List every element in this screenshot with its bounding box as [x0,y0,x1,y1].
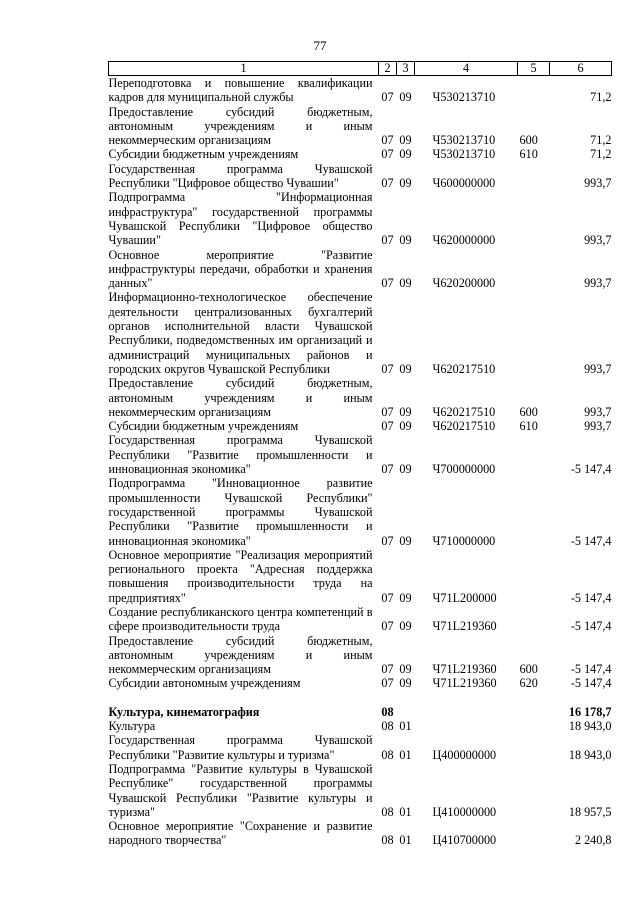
row-expense-type [518,733,550,762]
page-number: 77 [313,38,327,53]
row-amount: 993,7 [584,233,612,248]
row-subsection: 01 [399,804,412,819]
row-expense-type [518,476,550,547]
row-section: 07 [381,404,394,419]
row-name: Государственная программа Чувашской Республики "Развитие культуры и туризма" [108,733,373,762]
row-subsection: 09 [399,619,412,634]
row-amount: 71,2 [590,147,612,162]
row-name [109,691,379,705]
row-target-code: Ч530213710 [432,147,496,162]
row-target-code: Ч620217510 [432,361,496,376]
row-subsection: 09 [399,404,412,419]
row-section: 07 [381,619,394,634]
row-subsection [397,705,415,719]
row-name: Основное мероприятие "Реализация мероприятий регионального проекта "Адресная поддержка повышения производительности труда на предприятиях" [108,547,373,605]
table-row [109,476,612,547]
row-target-code: Ч71L200000 [432,590,497,605]
table-row [109,548,612,605]
row-amount: 18 957,5 [568,804,612,819]
row-expense-type [518,819,550,848]
row-amount: -5 147,4 [570,590,612,605]
table-row [109,676,612,690]
header-cell: 5 [518,62,550,76]
table-row [109,190,612,247]
row-section: 07 [381,233,394,248]
row-amount: 2 240,8 [574,833,612,848]
row-section: 07 [381,90,394,105]
row-subsection: 01 [399,747,412,762]
row-expense-type: 600 [519,404,538,419]
row-name: Подпрограмма "Развитие культуры в Чувашской Республике" государственной программы Чувашской Республики "Развитие культуры и туризма" [108,761,373,819]
row-name: Государственная программа Чувашской Республики "Цифровое общество Чувашии" [108,161,373,191]
row-expense-type [518,162,550,191]
table-row [109,162,612,191]
row-target-code: Ч530213710 [432,133,496,148]
row-expense-type [518,719,550,733]
table-row [109,733,612,762]
row-subsection: 09 [399,233,412,248]
row-section: 07 [381,419,394,434]
row-section: 07 [381,176,394,191]
row-amount: 993,7 [584,404,612,419]
row-target-code: Ч700000000 [432,462,496,477]
row-expense-type [518,433,550,476]
row-amount: -5 147,4 [570,533,612,548]
row-section: 07 [381,147,394,162]
header-row [109,62,612,76]
row-name: Подпрограмма "Инновационное развитие промышленности Чувашской Республики" государственной программы Чувашской Республики "Развитие промышленности и инновационная экономика" [108,476,373,548]
row-section: 08 [381,704,394,719]
row-section: 08 [381,747,394,762]
row-subsection: 09 [399,176,412,191]
table-row [109,147,612,161]
row-expense-type: 600 [519,133,538,148]
row-name: Субсидии автономным учреждениям [108,676,301,691]
row-name: Подпрограмма "Информационная инфраструктура" государственной программы Чувашской Республики "Цифровое общество Чувашии" [108,190,373,248]
header-cell: 3 [397,62,415,76]
table-row [109,719,612,733]
row-name: Информационно-технологическое обеспечение деятельности централизованных бухгалтерий органов исполнительной власти Чувашской Республики, подведомственных им организаций и администраций муниципальных районов и городских округов Чувашской Республики [108,290,373,376]
row-target-code [415,705,518,719]
row-section: 07 [381,533,394,548]
row-expense-type [518,605,550,634]
row-name: Субсидии бюджетным учреждениям [108,419,299,434]
row-name: Культура [108,719,156,734]
row-subsection: 09 [399,419,412,434]
row-subsection: 09 [399,361,412,376]
row-amount: 993,7 [584,361,612,376]
row-expense-type: 610 [519,147,538,162]
row-amount: -5 147,4 [570,676,612,691]
row-subsection: 01 [399,719,412,734]
table-row [109,105,612,148]
row-target-code: Ч620217510 [432,419,496,434]
row-expense-type [518,705,550,719]
row-section [379,691,397,705]
row-expense-type: 620 [519,676,538,691]
row-target-code: Ч530213710 [432,90,496,105]
row-subsection [397,691,415,705]
row-name: Культура, кинематография [108,704,260,719]
row-target-code: Ч620200000 [432,276,496,291]
row-subsection: 01 [399,833,412,848]
row-name: Государственная программа Чувашской Республики "Развитие промышленности и инновационная экономика" [108,433,373,477]
row-amount: 993,7 [584,419,612,434]
row-section: 07 [381,590,394,605]
row-name: Предоставление субсидий бюджетным, автономным учреждениям и иным некоммерческим организациям [108,104,373,148]
table-row [109,376,612,419]
row-amount: 993,7 [584,176,612,191]
row-section: 08 [381,833,394,848]
row-target-code [415,719,518,733]
row-section: 07 [381,361,394,376]
row-amount: -5 147,4 [570,619,612,634]
table-row [109,819,612,848]
table-row [109,290,612,376]
row-name: Переподготовка и повышение квалификации кадров для муниципальной службы [108,76,373,105]
table-row [109,762,612,819]
row-amount: 16 178,7 [568,704,612,719]
row-subsection: 09 [399,676,412,691]
row-amount: 71,2 [590,90,612,105]
header-cell: 4 [415,62,518,76]
row-target-code [415,691,518,705]
row-target-code: Ц410000000 [432,804,497,819]
row-section: 07 [381,676,394,691]
row-expense-type: 600 [519,662,538,677]
row-amount [550,691,612,705]
row-target-code: Ц410700000 [432,833,497,848]
row-amount: -5 147,4 [570,662,612,677]
row-name: Основное мероприятие "Развитие инфраструктуры передачи, обработки и хранения данных" [108,247,373,291]
table-row [109,433,612,476]
row-section: 07 [381,133,394,148]
row-target-code: Ч620000000 [432,233,496,248]
row-section: 07 [381,276,394,291]
row-name: Создание республиканского центра компетенций в сфере производительности труда [108,604,373,634]
table-row [109,419,612,433]
row-amount: 18 943,0 [568,747,612,762]
table-row [109,605,612,634]
row-target-code: Ц400000000 [432,747,497,762]
row-subsection: 09 [399,590,412,605]
row-amount: 993,7 [584,276,612,291]
row-expense-type [518,190,550,247]
row-name: Субсидии бюджетным учреждениям [108,147,299,162]
row-expense-type: 610 [519,419,538,434]
budget-table [108,61,612,848]
row-amount: 71,2 [590,133,612,148]
row-subsection: 09 [399,533,412,548]
row-subsection: 09 [399,462,412,477]
table-row [109,248,612,291]
row-section: 07 [381,662,394,677]
header-cell: 1 [109,62,379,76]
row-expense-type [518,76,550,105]
row-subsection: 09 [399,90,412,105]
table-row [109,634,612,677]
row-amount: -5 147,4 [570,462,612,477]
row-name: Основное мероприятие "Сохранение и развитие народного творчества" [108,819,373,848]
row-subsection: 09 [399,147,412,162]
row-subsection: 09 [399,276,412,291]
row-section: 08 [381,804,394,819]
row-target-code: Ч710000000 [432,533,496,548]
header-cell: 2 [379,62,397,76]
row-name: Предоставление субсидий бюджетным, автономным учреждениям и иным некоммерческим организациям [108,633,373,677]
row-name: Предоставление субсидий бюджетным, автономным учреждениям и иным некоммерческим организациям [108,376,373,419]
row-target-code: Ч71L219360 [432,676,497,691]
header-cell: 6 [550,62,612,76]
row-target-code: Ч600000000 [432,176,496,191]
row-subsection: 09 [399,133,412,148]
row-subsection: 09 [399,662,412,677]
row-expense-type [518,548,550,605]
row-amount: 18 943,0 [568,719,612,734]
row-expense-type [518,248,550,291]
spacer-row [109,691,612,705]
row-target-code: Ч71L219360 [432,619,497,634]
row-section: 08 [381,719,394,734]
row-expense-type [518,762,550,819]
row-target-code: Ч620217510 [432,404,496,419]
table-row [109,76,612,105]
table-row [109,705,612,719]
row-expense-type [518,691,550,705]
row-expense-type [518,290,550,376]
row-target-code: Ч71L219360 [432,662,497,677]
row-section: 07 [381,462,394,477]
